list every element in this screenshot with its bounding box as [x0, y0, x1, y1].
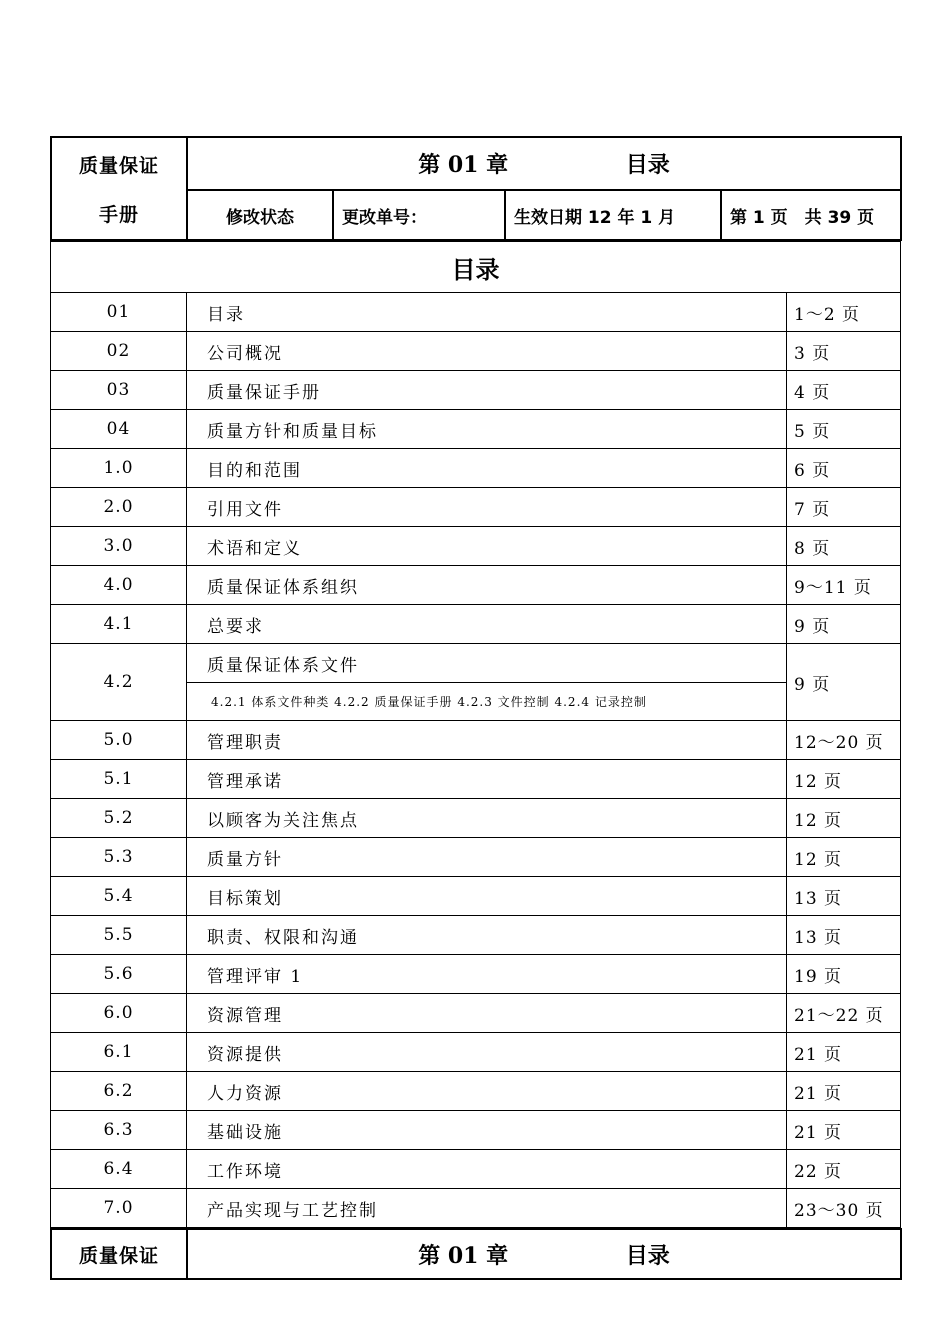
toc-page: 22 页: [787, 1150, 901, 1189]
toc-page: 6 页: [787, 449, 901, 488]
toc-row: [51, 644, 901, 683]
toc-row: [51, 410, 901, 449]
footer-chapter-title: 目录: [625, 1243, 670, 1269]
toc-number: 5.3: [51, 838, 187, 877]
toc-row: [51, 332, 901, 371]
toc-page: 3 页: [787, 332, 901, 371]
toc-number: 5.4: [51, 877, 187, 916]
toc-title: 公司概况: [187, 332, 787, 371]
toc-number: 02: [51, 332, 187, 371]
toc-number: 6.3: [51, 1111, 187, 1150]
toc-title: 管理评审 1: [187, 955, 787, 994]
toc-row: [51, 1189, 901, 1228]
change-number-label: 更改单号：: [333, 190, 505, 240]
toc-number: 1.0: [51, 449, 187, 488]
toc-number: 7.0: [51, 1189, 187, 1228]
toc-row: [51, 449, 901, 488]
toc-table: [50, 241, 901, 1228]
header-table: [50, 136, 902, 241]
toc-title: 总要求: [187, 605, 787, 644]
toc-page: 12 页: [787, 799, 901, 838]
toc-title: 资源提供: [187, 1033, 787, 1072]
toc-title: 目录: [187, 293, 787, 332]
toc-number: 01: [51, 293, 187, 332]
footer-chapter-cell: [187, 1229, 901, 1279]
toc-page: 9～11 页: [787, 566, 901, 605]
toc-title: 管理职责: [187, 721, 787, 760]
toc-number: 5.1: [51, 760, 187, 799]
toc-title: 质量保证体系组织: [187, 566, 787, 605]
toc-page: 12 页: [787, 838, 901, 877]
manual-title-line1: 质量保证: [78, 154, 159, 177]
toc-number: 04: [51, 410, 187, 449]
toc-number: 6.4: [51, 1150, 187, 1189]
toc-page: 21 页: [787, 1033, 901, 1072]
manual-title-cell: [51, 137, 187, 240]
toc-heading: 目录: [51, 242, 901, 293]
toc-page: 23～30 页: [787, 1189, 901, 1228]
page-info: 第 1 页 共 39 页: [721, 190, 901, 240]
toc-title: 资源管理: [187, 994, 787, 1033]
effective-date: 生效日期 12 年 1 月: [505, 190, 721, 240]
chapter-cell: [187, 137, 901, 190]
toc-row: [51, 877, 901, 916]
toc-row: [51, 799, 901, 838]
toc-page: 21～22 页: [787, 994, 901, 1033]
toc-row: [51, 955, 901, 994]
toc-page: 19 页: [787, 955, 901, 994]
toc-page: 21 页: [787, 1072, 901, 1111]
footer-chapter-number: 第 01 章: [418, 1242, 509, 1269]
toc-title: 以顾客为关注焦点: [187, 799, 787, 838]
toc-row: [51, 721, 901, 760]
toc-number: 3.0: [51, 527, 187, 566]
toc-number: 4.0: [51, 566, 187, 605]
toc-page: 9 页: [787, 605, 901, 644]
toc-row: [51, 293, 901, 332]
toc-row: [51, 371, 901, 410]
toc-number: 2.0: [51, 488, 187, 527]
toc-number: 03: [51, 371, 187, 410]
toc-row: [51, 760, 901, 799]
toc-title: 基础设施: [187, 1111, 787, 1150]
toc-page: 1～2 页: [787, 293, 901, 332]
toc-page: 12 页: [787, 760, 901, 799]
footer-manual-title: 质量保证: [51, 1229, 187, 1279]
toc-number: 5.6: [51, 955, 187, 994]
toc-number: 4.2: [51, 644, 187, 721]
toc-title: 质量方针: [187, 838, 787, 877]
toc-title: 质量方针和质量目标: [187, 410, 787, 449]
toc-page: 9 页: [787, 644, 901, 721]
toc-number: 5.0: [51, 721, 187, 760]
toc-title: 目的和范围: [187, 449, 787, 488]
toc-row: [51, 1111, 901, 1150]
toc-number: 5.2: [51, 799, 187, 838]
toc-row: [51, 1033, 901, 1072]
manual-title-line2: 手册: [98, 203, 139, 226]
toc-title: 目标策划: [187, 877, 787, 916]
toc-title: 质量保证手册: [187, 371, 787, 410]
toc-title: 术语和定义: [187, 527, 787, 566]
toc-page: 5 页: [787, 410, 901, 449]
toc-row: [51, 605, 901, 644]
toc-number: 6.1: [51, 1033, 187, 1072]
toc-title: 管理承诺: [187, 760, 787, 799]
toc-page: 7 页: [787, 488, 901, 527]
toc-number: 6.0: [51, 994, 187, 1033]
toc-page: 13 页: [787, 877, 901, 916]
toc-title: 工作环境: [187, 1150, 787, 1189]
toc-page: 13 页: [787, 916, 901, 955]
footer-table: [50, 1228, 902, 1280]
toc-page: 21 页: [787, 1111, 901, 1150]
toc-number: 6.2: [51, 1072, 187, 1111]
toc-row: [51, 1150, 901, 1189]
chapter-title: 目录: [625, 153, 670, 178]
revision-status-label: 修改状态: [187, 190, 333, 240]
toc-title: 引用文件: [187, 488, 787, 527]
toc-page: 8 页: [787, 527, 901, 566]
toc-number: 5.5: [51, 916, 187, 955]
toc-page: 12～20 页: [787, 721, 901, 760]
toc-page: 4 页: [787, 371, 901, 410]
document-page: [50, 136, 900, 1280]
toc-row: [51, 838, 901, 877]
toc-row: [51, 994, 901, 1033]
toc-title: 质量保证体系文件: [187, 644, 787, 683]
toc-title: 人力资源: [187, 1072, 787, 1111]
toc-row: [51, 916, 901, 955]
toc-row: [51, 527, 901, 566]
toc-row: [51, 488, 901, 527]
toc-number: 4.1: [51, 605, 187, 644]
chapter-number: 第 01 章: [418, 152, 509, 178]
toc-row: [51, 566, 901, 605]
toc-title: 产品实现与工艺控制: [187, 1189, 787, 1228]
toc-title: 职责、权限和沟通: [187, 916, 787, 955]
toc-subsections: 4.2.1 体系文件种类 4.2.2 质量保证手册 4.2.3 文件控制 4.2.4 记录控制: [187, 683, 787, 721]
toc-row: [51, 1072, 901, 1111]
